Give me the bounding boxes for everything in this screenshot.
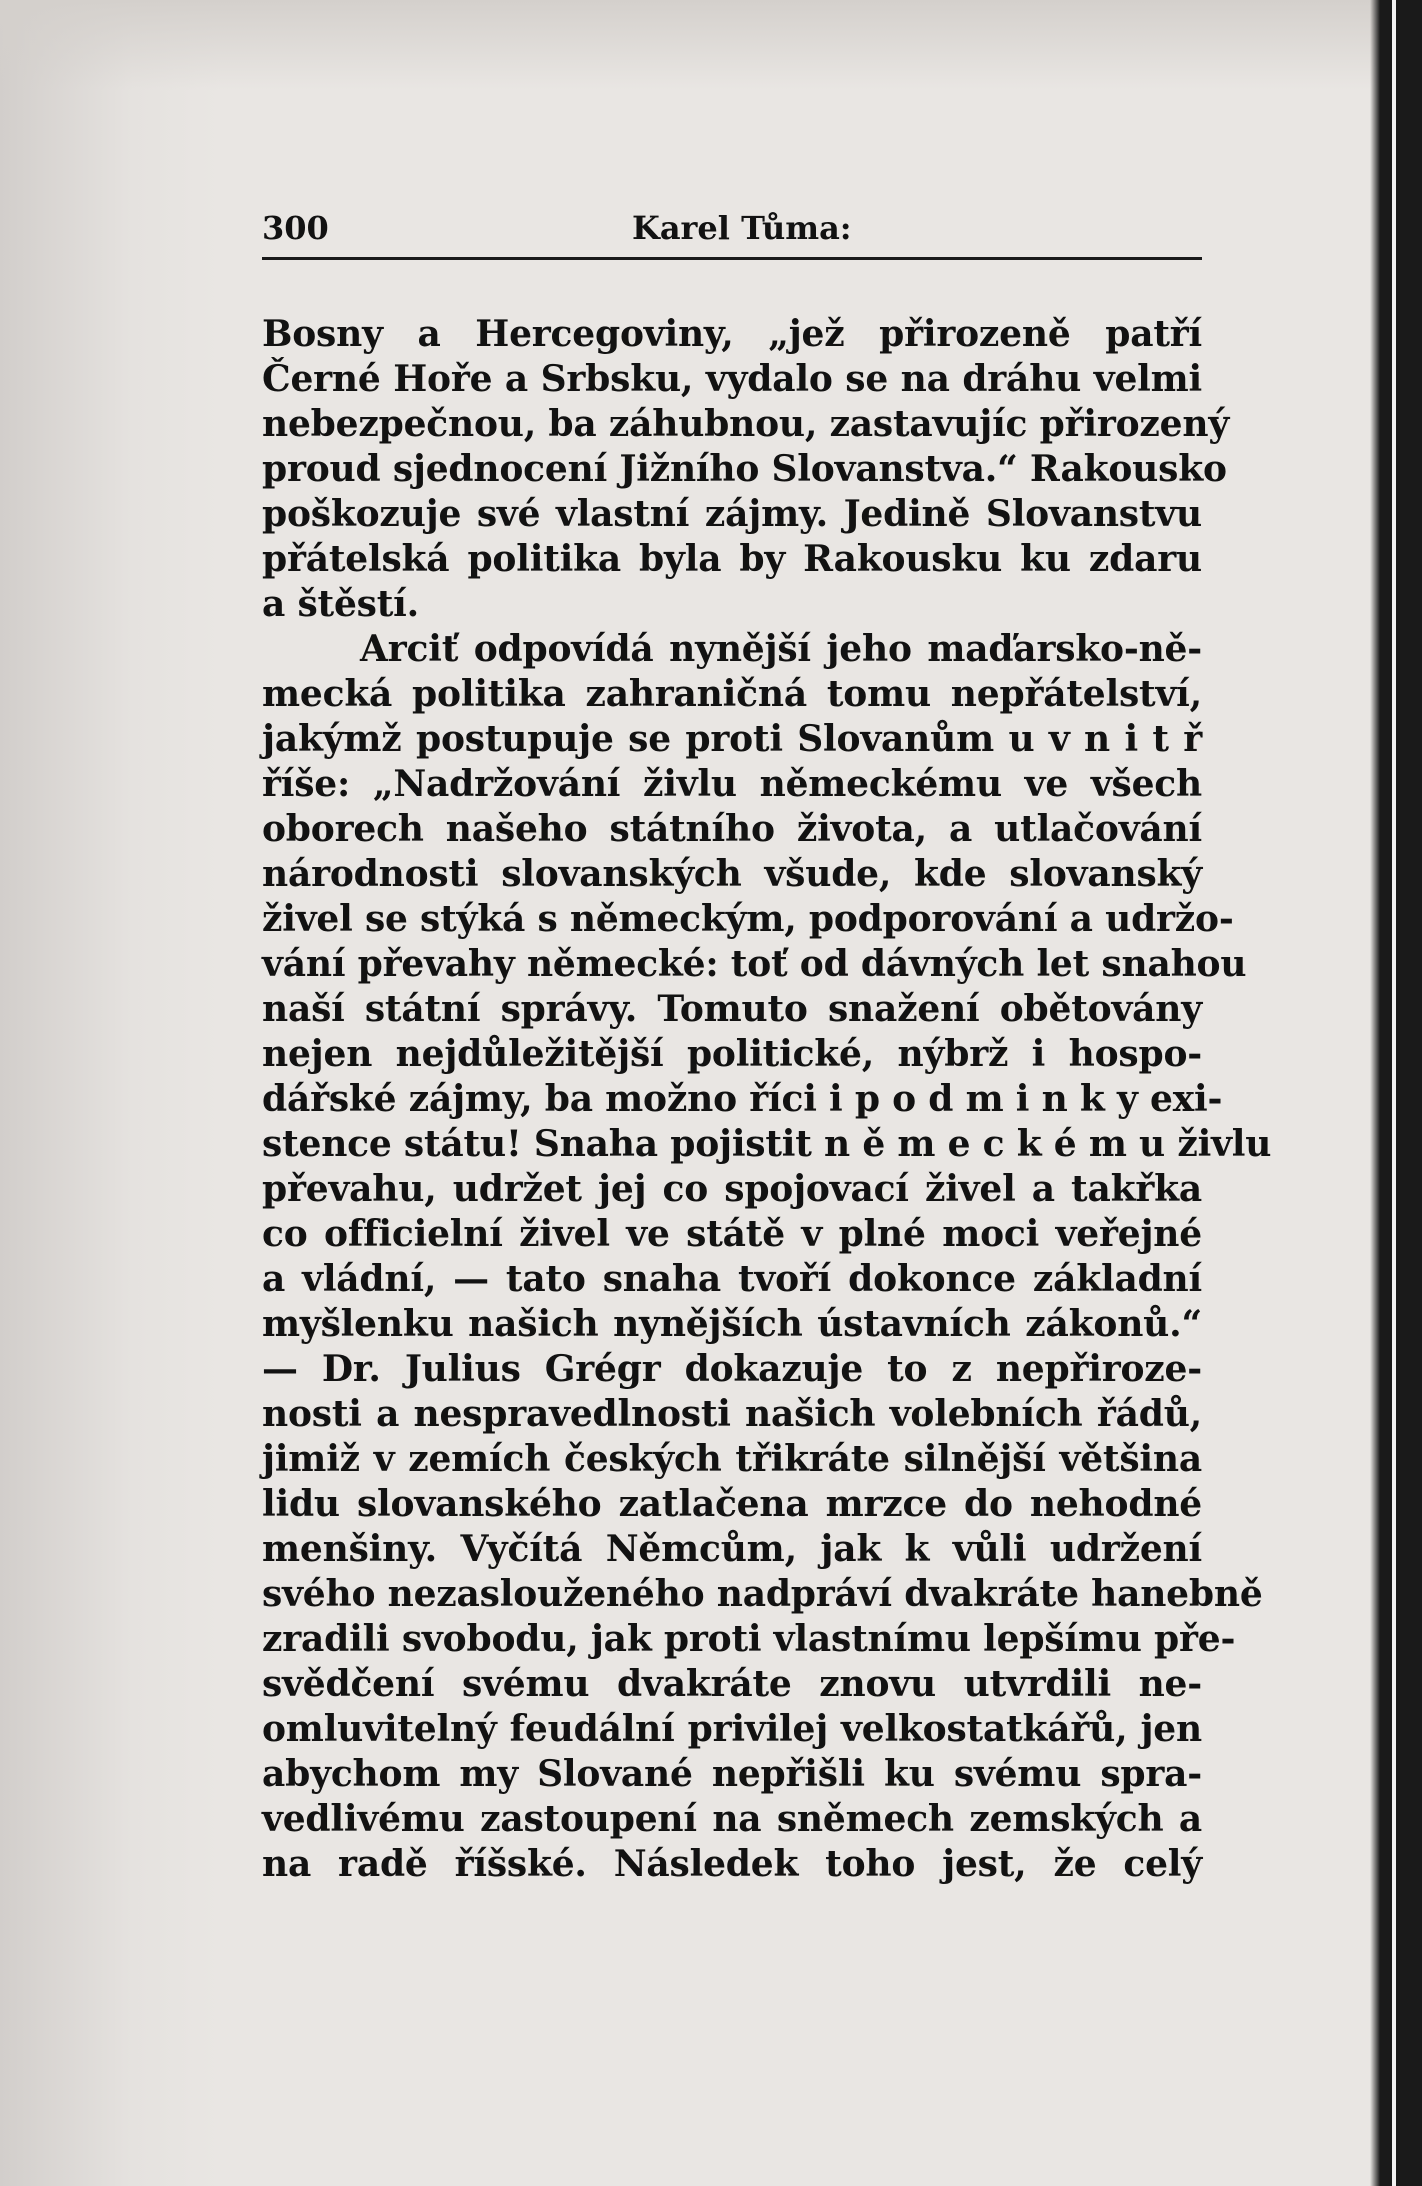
scan-left-margin bbox=[0, 0, 220, 2186]
body-text bbox=[262, 312, 1272, 1887]
running-title: Karel Tůma: bbox=[632, 209, 852, 247]
text-line: co officielní živel ve státě v plné moci veřejné bbox=[262, 1213, 1202, 1255]
paragraph-start-line: Arciť odpovídá nynější jeho maďarsko-ně- bbox=[360, 628, 1202, 670]
text-line: — Dr. Julius Grégr dokazuje to z nepřiroze- bbox=[262, 1348, 1202, 1390]
scan-right-edge bbox=[1380, 0, 1422, 2186]
text-line: přátelská politika byla by Rakousku ku zdaru bbox=[262, 538, 1202, 580]
text-line: abychom my Slované nepřišli ku svému spra- bbox=[262, 1753, 1202, 1795]
text-line: převahu, udržet jej co spojovací živel a takřka bbox=[262, 1168, 1202, 1210]
text-line: zradili svobodu, jak proti vlastnímu lepšímu pře- bbox=[262, 1618, 1236, 1660]
text-line: živel se stýká s německým, podporování a udržo- bbox=[262, 898, 1234, 940]
text-line: myšlenku našich nynějších ústavních zákonů.“ bbox=[262, 1303, 1202, 1345]
text-line: menšiny. Vyčítá Němcům, jak k vůli udržení bbox=[262, 1528, 1202, 1570]
paragraph-end-line: a štěstí. bbox=[262, 583, 419, 625]
text-line: oborech našeho státního života, a utlačování bbox=[262, 808, 1202, 850]
text-line: jimiž v zemích českých třikráte silnější většina bbox=[262, 1438, 1202, 1480]
text-line: nosti a nespravedlnosti našich volebních řádů, bbox=[262, 1393, 1202, 1435]
text-line: lidu slovanského zatlačena mrzce do nehodné bbox=[262, 1483, 1202, 1525]
page-number: 300 bbox=[262, 209, 329, 247]
text-line: dářské zájmy, ba možno říci i p o d m i n k y exi- bbox=[262, 1078, 1223, 1120]
text-line: říše: „Nadržování živlu německému ve všech bbox=[262, 763, 1202, 805]
text-line: a vládní, — tato snaha tvoří dokonce základní bbox=[262, 1258, 1202, 1300]
text-line: omluvitelný feudální privilej velkostatkářů, jen bbox=[262, 1708, 1202, 1750]
scan-top-margin bbox=[0, 0, 1422, 90]
text-line: vání převahy německé: toť od dávných let snahou bbox=[262, 943, 1247, 985]
text-line: stence státu! Snaha pojistit n ě m e c k é m u živlu bbox=[262, 1123, 1272, 1165]
text-line: proud sjednocení Jižního Slovanstva.“ Rakousko bbox=[262, 448, 1227, 490]
book-page bbox=[262, 205, 1272, 1887]
running-head bbox=[262, 205, 1202, 260]
text-line: Bosny a Hercegoviny, „jež přirozeně patří bbox=[262, 313, 1202, 355]
text-line: svědčení svému dvakráte znovu utvrdili ne- bbox=[262, 1663, 1202, 1705]
text-line: poškozuje své vlastní zájmy. Jedině Slovanstvu bbox=[262, 493, 1202, 535]
text-line: Černé Hoře a Srbsku, vydalo se na dráhu velmi bbox=[262, 358, 1202, 400]
text-line: vedlivému zastoupení na sněmech zemských a bbox=[262, 1798, 1202, 1840]
text-line: jakýmž postupuje se proti Slovanům u v n i t ř bbox=[262, 718, 1202, 760]
text-line: nebezpečnou, ba záhubnou, zastavujíc přirozený bbox=[262, 403, 1230, 445]
text-line: na radě říšské. Následek toho jest, že celý bbox=[262, 1843, 1202, 1885]
scan-right-line bbox=[1392, 0, 1396, 2186]
text-line: národnosti slovanských všude, kde slovanský bbox=[262, 853, 1202, 895]
text-line: mecká politika zahraničná tomu nepřátelství, bbox=[262, 673, 1202, 715]
text-line: naší státní správy. Tomuto snažení obětovány bbox=[262, 988, 1202, 1030]
text-line: nejen nejdůležitější politické, nýbrž i hospo- bbox=[262, 1033, 1202, 1075]
text-line: svého nezaslouženého nadpráví dvakráte hanebně bbox=[262, 1573, 1263, 1615]
